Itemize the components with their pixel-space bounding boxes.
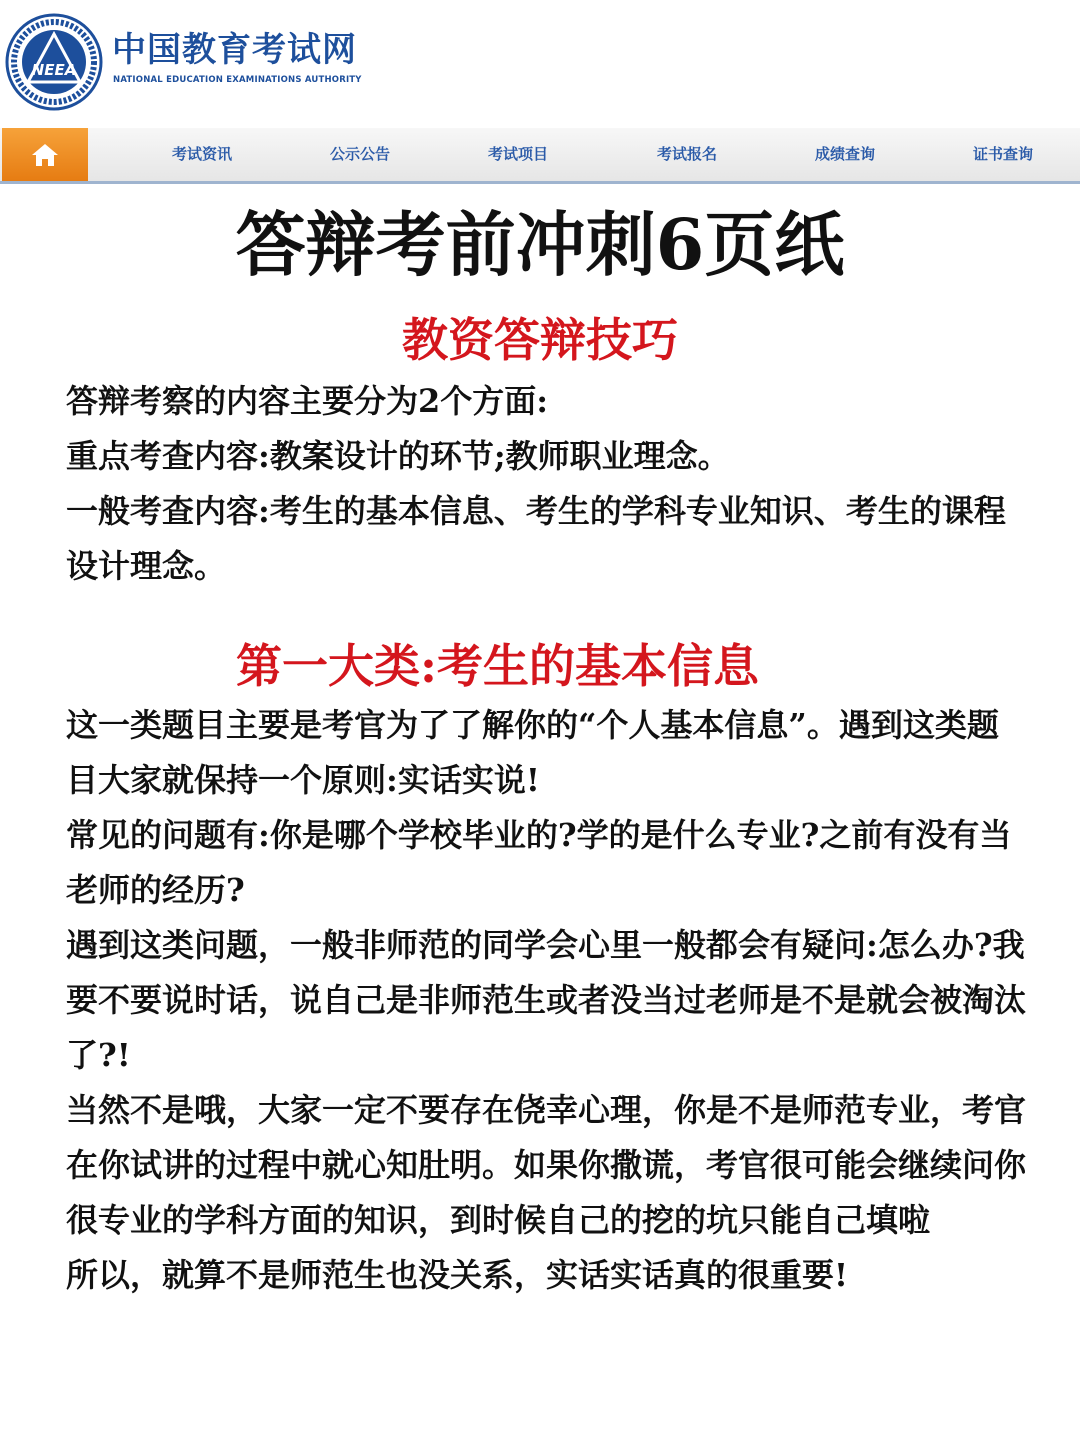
paragraph: 答辩考察的内容主要分为2个方面: xyxy=(66,382,549,420)
section2-body xyxy=(66,698,1026,1303)
neea-emblem-icon xyxy=(4,12,104,112)
emblem-text: NEEA xyxy=(31,61,77,79)
section-heading-techniques: 教资答辩技巧 xyxy=(402,313,678,367)
paragraph: 一般考查内容:考生的基本信息、考生的学科专业知识、考生的课程设计理念。 xyxy=(66,492,1006,585)
nav-item-score-query[interactable]: 成绩查询 xyxy=(815,145,876,163)
home-icon xyxy=(31,143,59,167)
section-heading-basic-info: 第一大类:考生的基本信息 xyxy=(236,639,759,693)
logo-subtitle: NATIONAL EDUCATION EXAMINATIONS AUTHORITY xyxy=(113,75,362,85)
paragraph: 当然不是哦，大家一定不要存在侥幸心理，你是不是师范专业，考官在你试讲的过程中就心知肚明。如果你撒谎，考官很可能会继续问你很专业的学科方面的知识，到时候自己的挖的坑只能自己填啦 xyxy=(66,1091,1027,1239)
nav-item-registration[interactable]: 考试报名 xyxy=(657,145,718,163)
nav-home-button[interactable] xyxy=(2,128,88,181)
nav-item-certificate-query[interactable]: 证书查询 xyxy=(973,145,1034,163)
nav-item-exam-projects[interactable]: 考试项目 xyxy=(488,145,549,163)
section1-body xyxy=(66,374,1026,594)
main-nav xyxy=(0,128,1080,184)
logo-title[interactable]: 中国教育考试网 xyxy=(112,30,357,70)
paragraph: 常见的问题有:你是哪个学校毕业的?学的是什么专业?之前有没有当老师的经历? xyxy=(66,816,1012,909)
site-header xyxy=(0,0,1080,128)
paragraph: 遇到这类问题，一般非师范的同学会心里一般都会有疑问:怎么办?我要不要说时话，说自己是非师范生或者没当过老师是不是就会被淘汰了?! xyxy=(66,926,1027,1074)
paragraph: 重点考查内容:教案设计的环节;教师职业理念。 xyxy=(66,437,730,475)
paragraph: 所以，就算不是师范生也没关系，实话实话真的很重要! xyxy=(66,1256,849,1294)
nav-item-announcements[interactable]: 公示公告 xyxy=(330,145,391,163)
paragraph: 这一类题目主要是考官为了了解你的“个人基本信息”。遇到这类题目大家就保持一个原则:实话实说! xyxy=(66,706,999,799)
page-title: 答辩考前冲刺6页纸 xyxy=(235,203,845,286)
nav-item-exam-news[interactable]: 考试资讯 xyxy=(172,145,233,163)
